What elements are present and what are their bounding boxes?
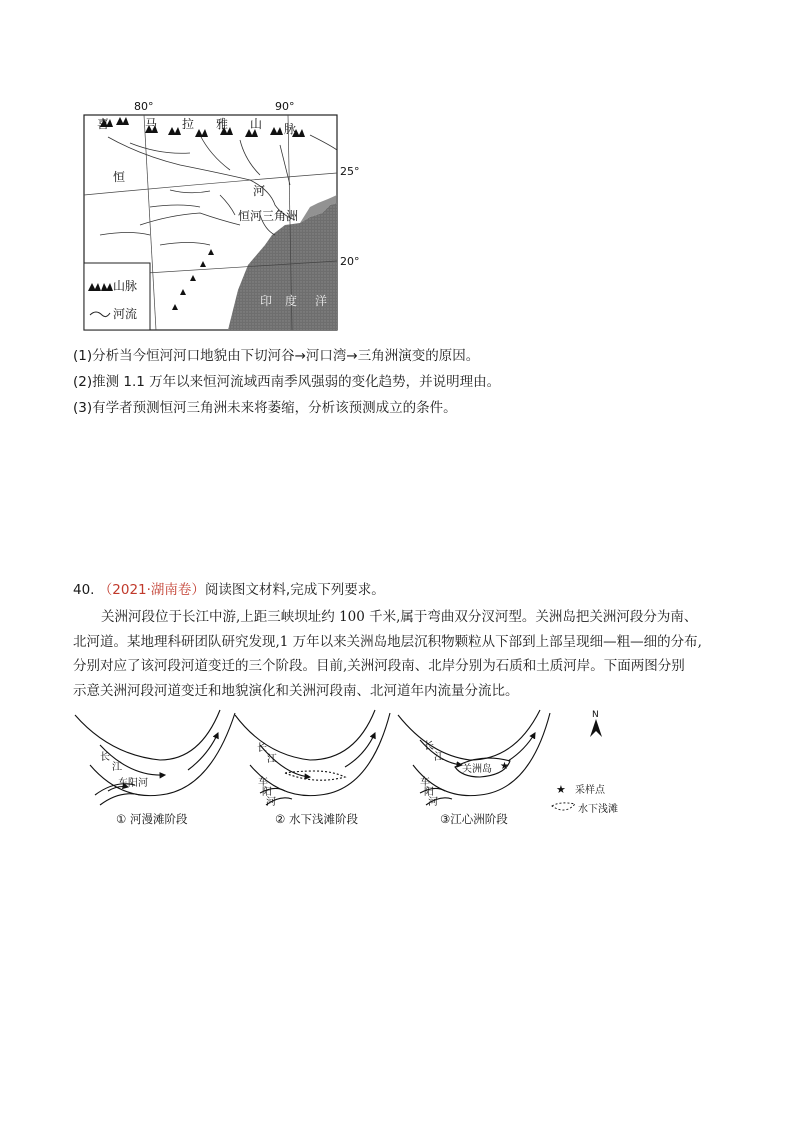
- mountain-char-5: 山: [250, 117, 263, 131]
- stage-3-jiang: 江: [434, 752, 444, 763]
- q40-number: 40.: [73, 582, 95, 598]
- stage-3-chang: 长: [424, 741, 434, 752]
- ocean-char-1: 印: [260, 294, 273, 308]
- stage-2-chang: 长: [257, 743, 267, 754]
- stage-3-diagram: [398, 710, 550, 805]
- question-3: (3)有学者预测恒河三角洲未来将萎缩，分析该预测成立的条件。: [73, 400, 457, 416]
- ganges-label-he: 河: [253, 184, 266, 198]
- question-2: (2)推测 1.1 万年以来恒河流域西南季风强弱的变化趋势，并说明理由。: [73, 374, 501, 390]
- stage-2-he: 河: [266, 797, 276, 808]
- legend-shoal-label: 水下浅滩: [578, 804, 618, 815]
- map-legend: [84, 263, 150, 330]
- mountain-char-4: 雅: [216, 117, 229, 131]
- q40-instruction: 阅读图文材料,完成下列要求。: [204, 582, 385, 598]
- ocean-char-2: 度: [285, 294, 298, 308]
- stage-2-che: 车: [258, 777, 268, 788]
- stage-1-diagram: [75, 710, 235, 805]
- ocean-char-3: 洋: [315, 294, 328, 308]
- stage-2-yang: 阳: [262, 787, 272, 798]
- q40-header: [73, 581, 385, 599]
- ganges-map: [60, 95, 360, 335]
- stage-1-jiang: 江: [112, 762, 122, 773]
- mountain-char-6: 脉: [284, 122, 297, 136]
- stage-3-yang: 阳: [424, 787, 434, 798]
- lon-80-label: 80°: [134, 100, 154, 113]
- question-1: (1)分析当今恒河河口地貌由下切河谷→河口湾→三角洲演变的原因。: [73, 348, 480, 364]
- delta-label: 恒河三角洲: [238, 209, 299, 223]
- mountain-char-3: 拉: [182, 117, 195, 131]
- q40-paragraph-line-2: 北河道。某地理科研团队研究发现,1 万年以来关洲岛地层沉积物颗粒从下部到上部呈现细—粗—细的分布,: [73, 634, 702, 650]
- stage-3-island-label: 关洲岛: [462, 764, 492, 775]
- figure-legend: [552, 783, 618, 815]
- stage-2-jiang: 江: [267, 754, 277, 765]
- q40-paragraph-line-3: 分别对应了该河段河道变迁的三个阶段。目前,关洲河段南、北岸分别为石质和土质河岸。下面两图分别: [73, 658, 685, 674]
- mountain-char-2: 马: [145, 117, 158, 131]
- lon-90-label: 90°: [275, 100, 295, 113]
- stage-3-he: 河: [428, 797, 438, 808]
- legend-sample-label: 采样点: [575, 785, 605, 796]
- legend-mountain-label: 山脉: [113, 279, 138, 293]
- stage-2-shoal: [285, 771, 345, 780]
- legend-river-label: 河流: [113, 307, 138, 321]
- shoal-legend-icon: [552, 803, 575, 810]
- lat-25-label: 25°: [340, 165, 360, 178]
- north-arrow-icon: [590, 710, 602, 737]
- mountain-char-1: 喜: [97, 117, 110, 131]
- stage-1-chang: 长: [100, 752, 110, 763]
- q40-source: （2021·湖南卷）: [98, 582, 205, 598]
- stage-1-cheyang: 车阳河: [118, 778, 148, 789]
- lat-20-label: 20°: [340, 255, 360, 268]
- north-label: N: [592, 710, 599, 720]
- stage-2-diagram: [235, 710, 390, 805]
- river-stage-figure: [70, 705, 710, 830]
- q40-paragraph-line-1: 关洲河段位于长江中游,上距三峡坝址约 100 千米,属于弯曲双分汊河型。关洲岛把关洲河段分为南、: [101, 609, 698, 625]
- sample-point-icon: ★: [556, 783, 566, 796]
- stage-3-sample-star: ★: [500, 761, 509, 772]
- stage-3-caption: ③江心洲阶段: [440, 812, 508, 826]
- stage-1-caption: ① 河漫滩阶段: [116, 812, 188, 826]
- ganges-label-heng: 恒: [113, 170, 126, 184]
- stage-2-caption: ② 水下浅滩阶段: [275, 812, 358, 826]
- stage-3-che: 车: [420, 777, 430, 788]
- q40-paragraph-line-4: 示意关洲河段河道变迁和地貌演化和关洲河段南、北河道年内流量分流比。: [73, 683, 519, 699]
